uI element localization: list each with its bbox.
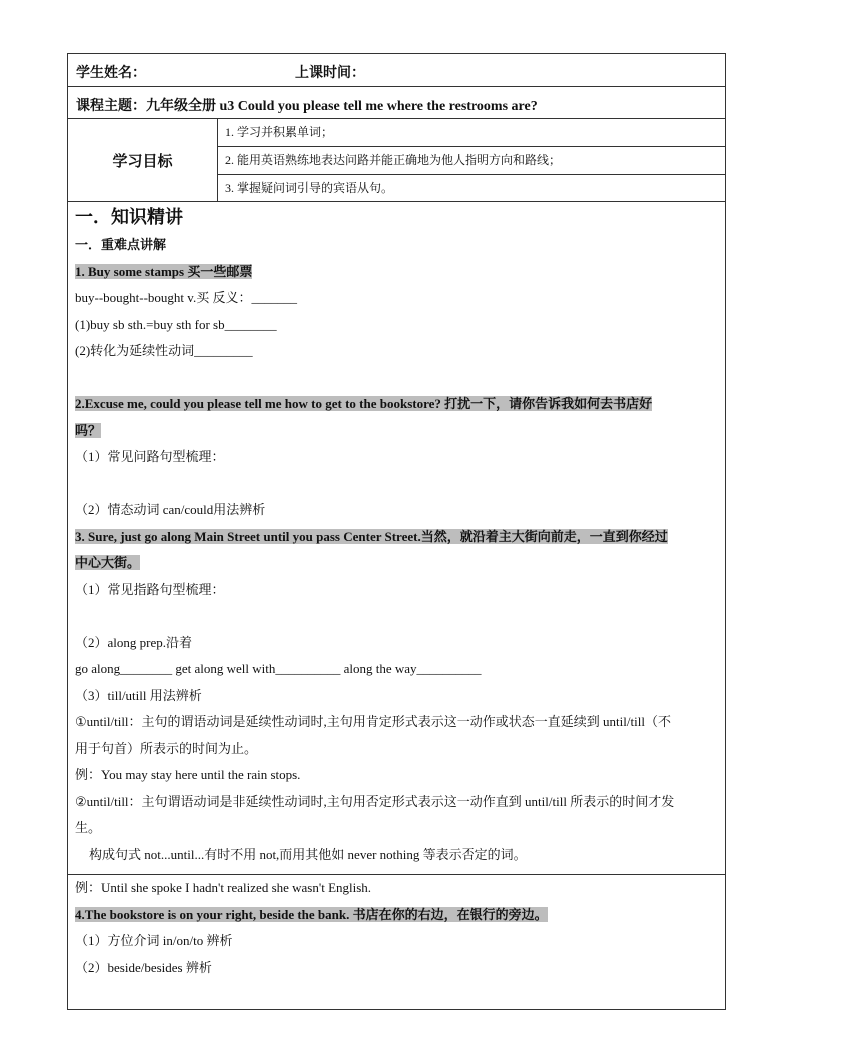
text-line: ②until/till：主句谓语动词是非延续性动词时,主句用否定形式表示这一动作直到 until/till 所表示的时间才发 <box>75 793 675 809</box>
text-line: 生。 <box>75 820 102 835</box>
text-line: ①until/till：主句的谓语动词是延续性动词时,主句用肯定形式表示这一动作或状态一直延续到 until/till（不 <box>75 714 671 729</box>
text-line: （2）beside/besides 辨析 <box>75 959 212 975</box>
goals-list <box>218 119 725 201</box>
goals-label: 学习目标 <box>68 119 218 201</box>
tail-content <box>67 874 726 1010</box>
main-content <box>67 201 726 874</box>
point-2-title-cont: 吗？ <box>75 422 102 438</box>
student-name-label: 学生姓名： <box>76 66 146 81</box>
text-line: go along________ get along well with__________ along the way__________ <box>75 661 482 676</box>
text-line: （1）方位介词 in/on/to 辨析 <box>75 933 233 948</box>
text-line: (1)buy sb sth.=buy sth for sb________ <box>75 316 277 332</box>
text-line: （2）along prep.沿着 <box>75 634 192 650</box>
point-4-title: 4.The bookstore is on your right, beside the bank. 书店在你的右边，在银行的旁边。 <box>75 906 548 922</box>
text-line: （2）情态动词 can/could用法辨析 <box>75 502 266 517</box>
course-topic: 课程主题：九年级全册 u3 Could you please tell me where the restrooms are? <box>67 86 726 118</box>
text-line: 例：Until she spoke I hadn't realized she wasn't English. <box>75 880 372 895</box>
text-line: （1）常见指路句型梳理： <box>75 581 225 597</box>
text-line: 构成句式 not...until...有时不用 not,而用其他如 never nothing 等表示否定的词。 <box>89 846 527 862</box>
class-time-label: 上课时间： <box>295 66 365 81</box>
goals-row <box>67 118 726 201</box>
lesson-sheet <box>67 53 726 1010</box>
goal-item: 3. 掌握疑问词引导的宾语从句。 <box>218 174 725 202</box>
text-line: (2)转化为延续性动词_________ <box>75 343 253 358</box>
text-line: buy--bought--bought v.买 反义：_______ <box>75 290 297 305</box>
point-3-title-cont: 中心大街。 <box>75 555 141 570</box>
point-1-title: 1. Buy some stamps 买一些邮票 <box>75 263 253 279</box>
section-title: 一．知识精讲 <box>75 207 183 227</box>
goal-item: 1. 学习并积累单词； <box>225 125 334 139</box>
text-line: 用于句首）所表示的时间为止。 <box>75 740 258 756</box>
text-line: 例：You may stay here until the rain stops. <box>75 767 301 782</box>
goal-item: 2. 能用英语熟练地表达问路并能正确地为他人指明方向和路线； <box>218 146 725 174</box>
text-line: （3）till/utill 用法辨析 <box>75 687 202 703</box>
header-row <box>67 53 726 86</box>
sub-title: 一．重难点讲解 <box>75 237 167 252</box>
point-2-title: 2.Excuse me, could you please tell me how to get to the bookstore? 打扰一下，请你告诉我如何去书店好 <box>75 396 653 411</box>
point-3-title: 3. Sure, just go along Main Street until you pass Center Street.当然，就沿着主大街向前走，一直到你经过 <box>75 528 668 544</box>
text-line: （1）常见问路句型梳理： <box>75 449 225 464</box>
